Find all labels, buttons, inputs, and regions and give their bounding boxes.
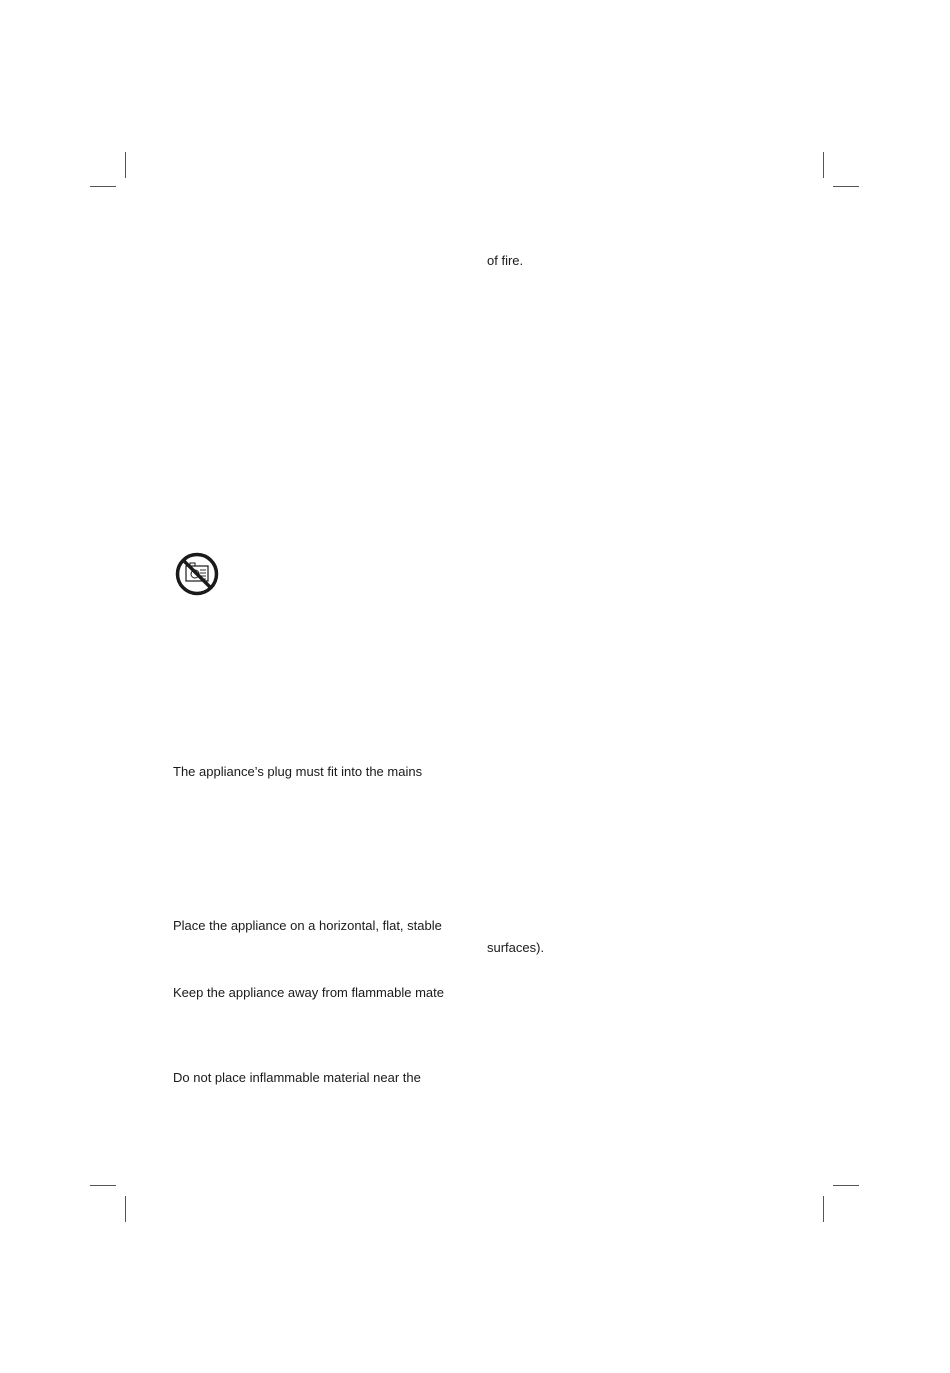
crop-mark-top-right-vertical — [823, 152, 824, 178]
crop-mark-top-right-horizontal — [833, 186, 859, 187]
crop-mark-bottom-left-horizontal — [90, 1185, 116, 1186]
text-place-line: Place the appliance on a horizontal, flat, stable — [173, 918, 442, 933]
text-plug-line: The appliance’s plug must fit into the mains — [173, 764, 423, 779]
crop-mark-top-left-vertical — [125, 152, 126, 178]
crop-mark-bottom-right-vertical — [823, 1196, 824, 1222]
no-cover-prohibition-icon — [175, 552, 219, 596]
crop-mark-top-left-horizontal — [90, 186, 116, 187]
text-of-fire: of fire. — [487, 253, 524, 268]
crop-mark-bottom-right-horizontal — [833, 1185, 859, 1186]
text-surfaces-line: surfaces). — [487, 940, 545, 955]
text-keep-away-line: Keep the appliance away from flammable mate — [173, 985, 444, 1000]
crop-mark-bottom-left-vertical — [125, 1196, 126, 1222]
text-do-not-place-line: Do not place inflammable material near the — [173, 1070, 421, 1085]
